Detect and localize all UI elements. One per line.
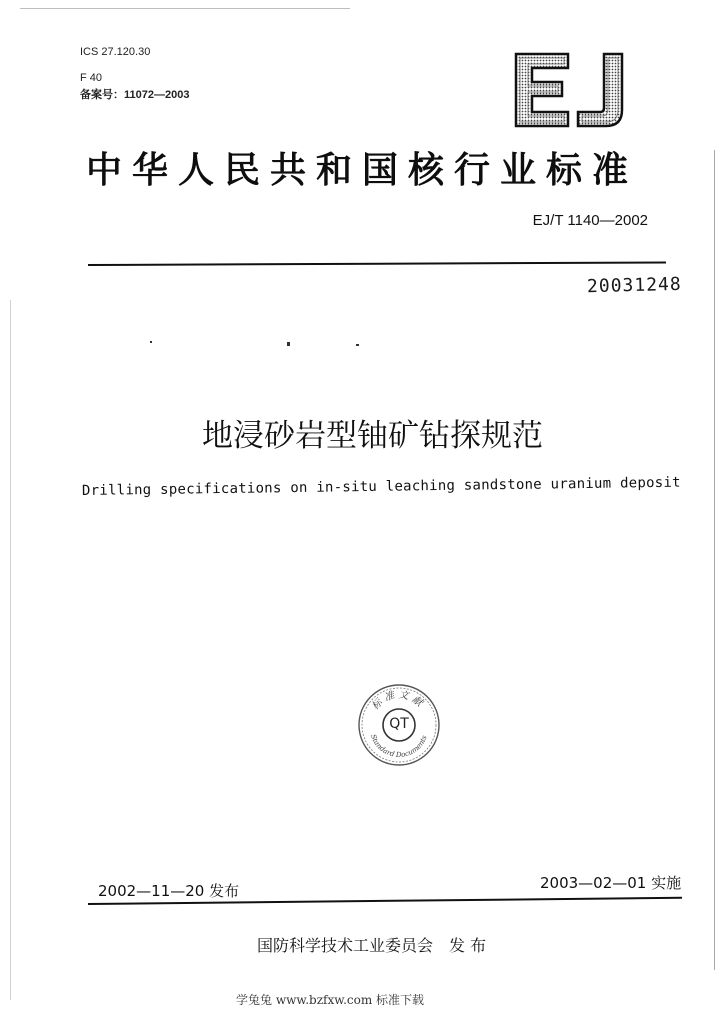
ics-code: ICS 27.120.30: [80, 46, 151, 58]
scan-edge-right: [714, 150, 715, 970]
ccs-code: F 40: [80, 72, 103, 84]
implementation-date: 2003—02—01 实施: [540, 874, 682, 892]
svg-text:标 准 文 献: 标 准 文 献: [370, 689, 425, 713]
speck: [150, 341, 152, 343]
document-title-zh: 地浸砂岩型铀矿钻探规范: [202, 418, 543, 454]
speck: [287, 342, 290, 346]
top-divider: [88, 261, 666, 266]
standard-number: EJ/T 1140—2002: [532, 212, 648, 229]
svg-text:Standard Documents: Standard Documents: [368, 733, 429, 760]
handwritten-number: 20031248: [587, 273, 683, 298]
scan-edge-top: [20, 8, 350, 9]
library-stamp: [356, 682, 442, 768]
standard-category-title: 中华人民共和国核行业标准: [86, 150, 639, 191]
scan-edge-left: [10, 300, 11, 1000]
record-number: 备案号：11072—2003: [80, 89, 190, 101]
issue-date: 2002—11—20 发布: [98, 882, 240, 900]
speck: [356, 344, 359, 346]
publisher: 国防科学技术工业委员会 发 布: [257, 936, 487, 955]
document-title-en: Drilling specifications on in-situ leaching sandstone uranium deposit: [81, 474, 681, 499]
ej-logo-icon: [512, 50, 630, 130]
footer-watermark-text: 学兔兔 www.bzfxw.com 标准下载: [236, 993, 425, 1007]
stamp-center-text: QT: [389, 716, 409, 732]
